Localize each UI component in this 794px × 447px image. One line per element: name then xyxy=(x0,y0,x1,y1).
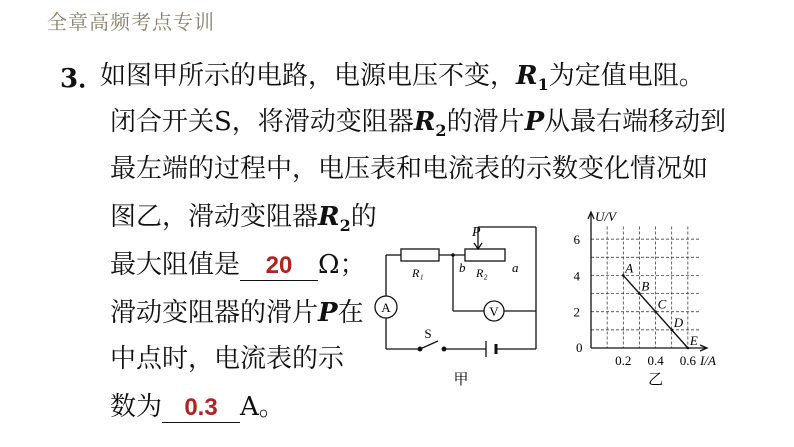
slider-label: P xyxy=(472,225,481,240)
x-tick-label: 0.4 xyxy=(647,353,664,368)
point-label: A xyxy=(625,260,634,276)
question-line-6: 滑动变阻器的滑片P在 xyxy=(110,298,364,328)
r1-label: R₁ xyxy=(412,266,424,280)
question-line-3: 最左端的过程中，电压表和电流表的示数变化情况如 xyxy=(110,154,709,184)
question-number: 3． xyxy=(60,64,105,94)
graph-caption: 乙 xyxy=(648,372,664,388)
var-r1: $R_1$ xyxy=(516,61,549,94)
resistor-r2 xyxy=(465,249,505,261)
var-p: P xyxy=(318,298,338,328)
y-tick-label: 6 xyxy=(573,232,580,248)
switch-label: S xyxy=(424,326,432,341)
data-point xyxy=(654,310,657,313)
data-point xyxy=(622,274,625,277)
question-text: 如图甲所示的电路，电源电压不变， xyxy=(100,61,517,91)
point-a-label: a xyxy=(512,260,519,275)
resistor-r1 xyxy=(401,249,439,261)
data-point xyxy=(670,329,673,332)
data-point xyxy=(638,292,641,295)
r2-label: R₂ xyxy=(476,266,488,280)
origin-label: 0 xyxy=(576,340,583,355)
y-axis-label: U/V xyxy=(595,209,616,224)
var-p: P xyxy=(524,107,545,137)
answer-blank-1: 20 xyxy=(240,252,318,281)
section-header: 全章高频考点专训 xyxy=(47,10,215,34)
question-text: 为定值电阻。 xyxy=(548,61,705,91)
point-label: B xyxy=(641,278,650,294)
question-line-7: 中点时，电流表的示 xyxy=(110,344,345,374)
circuit-caption: 甲 xyxy=(453,372,469,388)
graph-series xyxy=(622,260,698,349)
point-b-label: b xyxy=(459,260,466,275)
question-line-2: 闭合开关S，将滑动变阻器$R_2$的滑片P从最右端移动到 xyxy=(110,107,727,140)
voltmeter-label: V xyxy=(489,304,499,319)
answer-blank-2: 0.3 xyxy=(162,394,240,423)
x-tick-label: 0.6 xyxy=(679,353,696,368)
ammeter-label: A xyxy=(381,300,391,315)
switch-icon xyxy=(418,341,446,351)
circuit-diagram xyxy=(368,222,558,392)
slider-arrow-icon xyxy=(474,239,482,249)
question-line-1 xyxy=(100,55,705,94)
question-line-4: 图乙，滑动变阻器$R_2$的 xyxy=(110,202,377,235)
y-tick-label: 4 xyxy=(573,268,580,284)
data-point xyxy=(687,347,690,350)
point-label: C xyxy=(657,296,667,312)
x-tick-label: 0.2 xyxy=(615,353,632,368)
ui-graph xyxy=(562,208,716,390)
var-r2: $R_2$ xyxy=(413,107,447,140)
battery-icon xyxy=(486,341,496,357)
x-axis-label: I/A xyxy=(700,353,716,368)
y-tick-label: 2 xyxy=(573,304,580,320)
point-label: E xyxy=(689,333,698,348)
point-label: D xyxy=(673,314,684,330)
var-r2: $R_2$ xyxy=(318,202,351,235)
question-line-5: 最大阻值是 20 Ω； xyxy=(110,250,366,280)
question-line-8: 数为 0.3 A。 xyxy=(110,392,285,422)
